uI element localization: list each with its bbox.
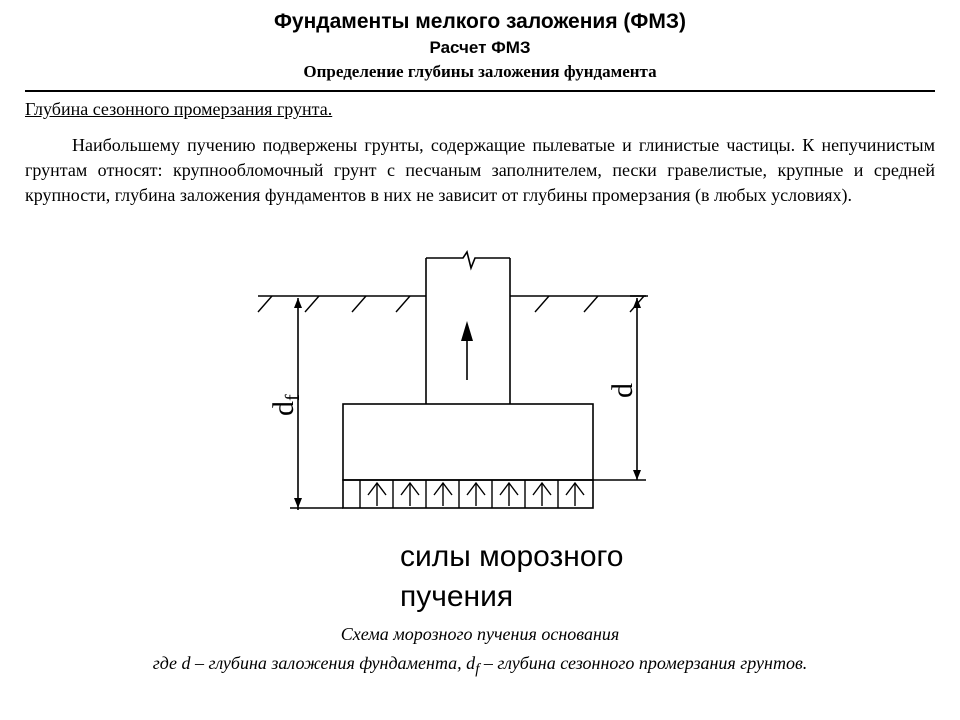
header-divider bbox=[25, 90, 935, 92]
figure-caption: Схема морозного пучения основания bbox=[340, 624, 620, 644]
forces-label-line1: силы морозного bbox=[400, 540, 624, 573]
page-title: Фундаменты мелкого заложения (ФМЗ) bbox=[274, 10, 686, 33]
ground-hatch-left bbox=[258, 296, 410, 312]
page-subtitle: Расчет ФМЗ bbox=[429, 38, 531, 57]
df-label: $d_f$ bbox=[267, 394, 304, 416]
intro-paragraph: Наибольшему пучению подвержены грунты, содержащие пылеватые и глинистые частицы. К непучинистым грунтам относят: крупнообломочный грунт с песчаным заполнителем, пески гравелистые, крупные и средней крупности, глубина заложения фундаментов в них не зависит от глубины промерзания (в любых условиях). bbox=[25, 135, 935, 205]
figure-definitions: где d – глубина заложения фундамента, $d_f$ – глубина сезонного промерзания грунтов. bbox=[152, 653, 808, 678]
foundation-footing bbox=[343, 404, 593, 480]
ground-hatch-right bbox=[535, 296, 644, 312]
forces-label-line2: пучения bbox=[400, 580, 514, 613]
heave-arrowhead bbox=[461, 321, 473, 341]
frost-heave-arrows bbox=[368, 483, 584, 506]
d-label: d bbox=[606, 383, 639, 398]
section-heading: Глубина сезонного промерзания грунта. bbox=[25, 99, 333, 119]
topic-heading: Определение глубины заложения фундамента bbox=[303, 62, 657, 81]
frost-heave-diagram bbox=[0, 240, 960, 620]
